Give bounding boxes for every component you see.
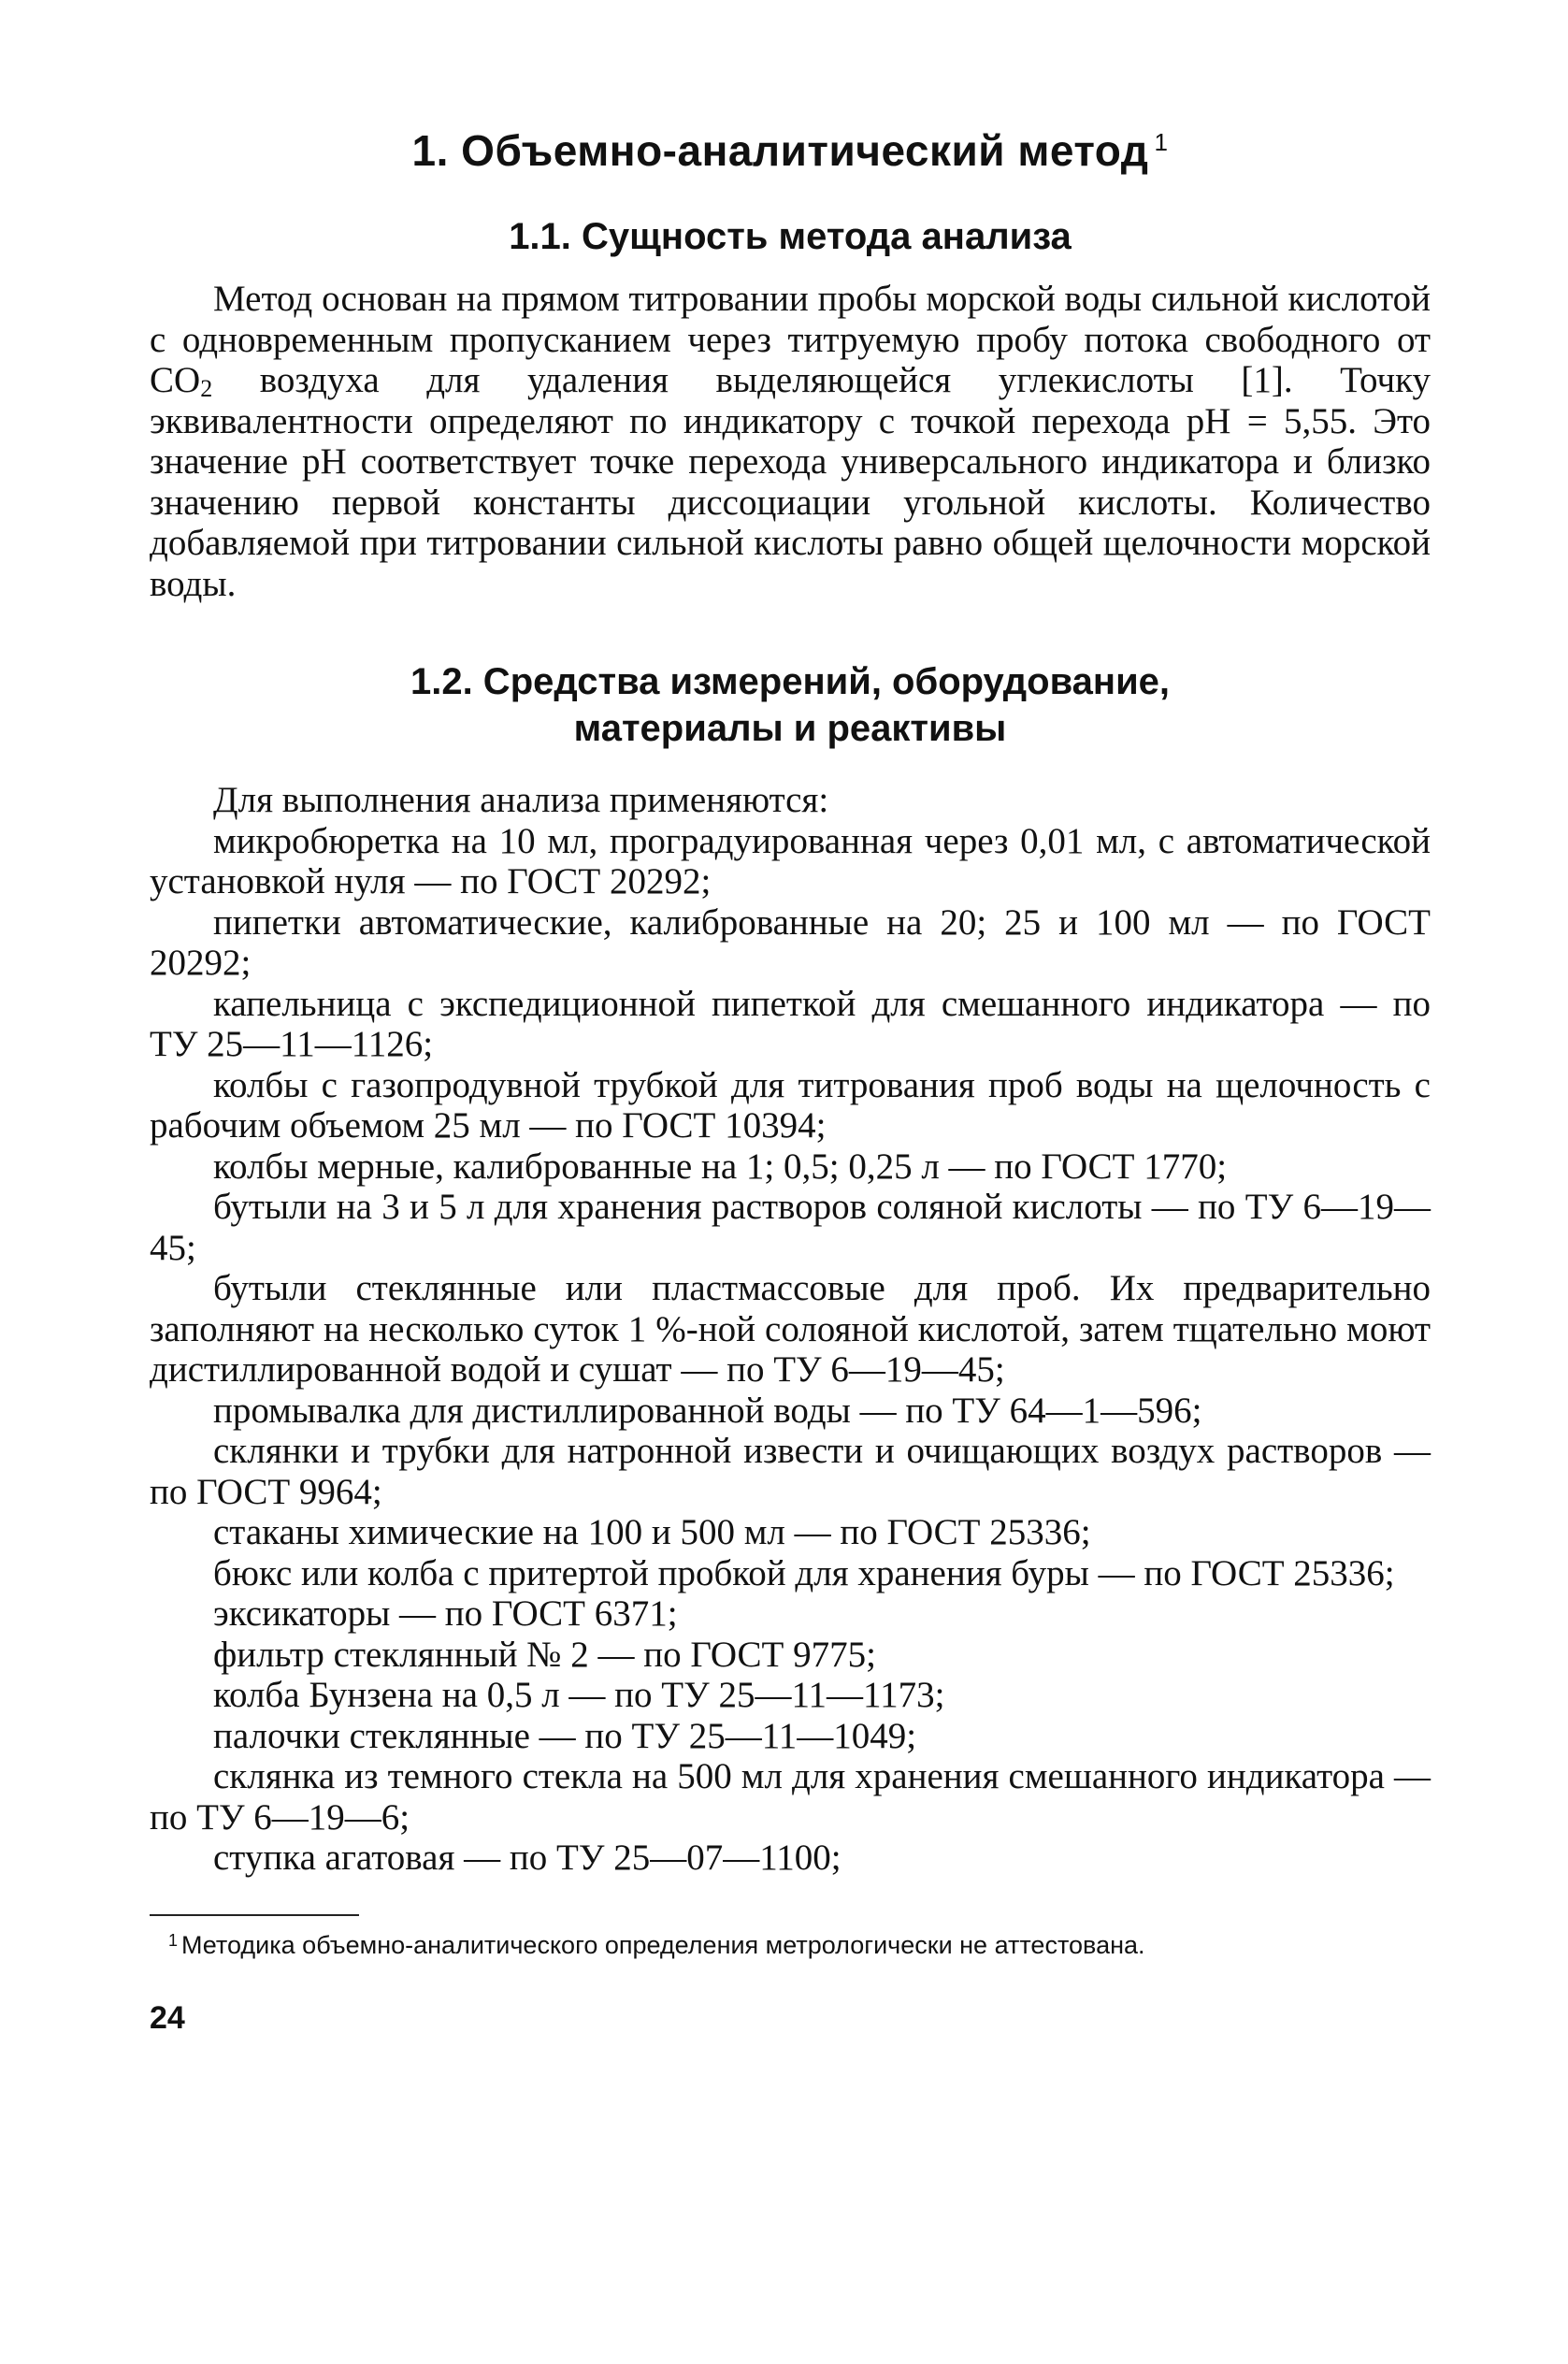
method-description-part-2: воздуха для удаления выделяющейся углекислоты [1]. Точку эквивалентности определяют по индикатору с точкой перехода pH = 5,55. Это значение pH соответствует точке перехода универсального индикатора и близко значению первой константы диссоциации угольной кислоты. Количество добавляемой при титровании сильной кислоты равно общей щелочности морской воды. — [150, 360, 1431, 604]
equipment-item-microburette: микробюретка на 10 мл, проградуированная через 0,01 мл, с автоматической установкой нуля — по ГОСТ 20292; — [150, 820, 1431, 901]
footnote-text: Методика объемно-аналитического определения метрологически не аттестована. — [181, 1930, 1145, 1959]
section-1-2-heading — [150, 658, 1431, 752]
co2-subscript: 2 — [200, 375, 213, 402]
footnote-mark: 1 — [168, 1930, 179, 1950]
equipment-item-glass-filter: фильтр стеклянный № 2 — по ГОСТ 9775; — [213, 1634, 876, 1675]
equipment-item-acid-bottles: бутыли на 3 и 5 л для хранения растворов соляной кислоты — по ТУ 6—19—45; — [150, 1187, 1431, 1268]
section-1-heading — [150, 125, 1431, 176]
document-page — [150, 112, 1431, 2037]
footnote-reference-mark: 1 — [1154, 127, 1169, 156]
equipment-item-glass-rods: палочки стеклянные — по ТУ 25—11—1049; — [213, 1715, 917, 1756]
equipment-item-dark-glass-jar: склянка из темного стекла на 500 мл для хранения смешанного индикатора — по ТУ 6—19—6; — [150, 1756, 1431, 1838]
section-1-2-heading-line-1: 1.2. Средства измерений, оборудование, — [410, 661, 1171, 702]
equipment-item-desiccators: эксикаторы — по ГОСТ 6371; — [213, 1593, 678, 1634]
equipment-item-sample-bottles: бутыли стеклянные или пластмассовые для проб. Их предварительно заполняют на несколько суток 1 %-ной солояной кислотой, затем тщательно моют дистиллированной водой и сушат — по ТУ 6—19—45; — [150, 1268, 1431, 1390]
equipment-item-titration-flasks: колбы с газопродувной трубкой для титрования проб воды на щелочность с рабочим объемом 25 мл — по ГОСТ 10394; — [150, 1064, 1431, 1146]
equipment-item-bunsen-flask: колба Бунзена на 0,5 л — по ТУ 25—11—1173; — [213, 1675, 945, 1715]
section-1-1-heading: 1.1. Сущность метода анализа — [509, 216, 1072, 257]
equipment-intro: Для выполнения анализа применяются: — [213, 780, 829, 820]
section-1-2-heading-line-2: материалы и реактивы — [573, 708, 1007, 749]
footnote — [150, 1927, 1431, 1963]
equipment-item-dropper: капельница с экспедиционной пипеткой для смешанного индикатора — по ТУ 25—11—1126; — [150, 983, 1431, 1064]
equipment-item-volumetric-flasks: колбы мерные, калиброванные на 1; 0,5; 0,25 л — по ГОСТ 1770; — [213, 1146, 1228, 1187]
equipment-item-agate-mortar: ступка агатовая — по ТУ 25—07—1100; — [213, 1838, 842, 1878]
equipment-item-wash-bottle: промывалка для дистиллированной воды — по ТУ 64—1—596; — [213, 1390, 1202, 1431]
footnote-separator — [150, 1914, 359, 1916]
equipment-item-pipettes: пипетки автоматические, калиброванные на 20; 25 и 100 мл — по ГОСТ 20292; — [150, 901, 1431, 983]
section-1-heading-text: 1. Объемно-аналитический метод — [411, 126, 1149, 175]
page-number: 24 — [150, 1999, 185, 2036]
equipment-list — [150, 821, 1431, 1879]
method-description-part-1: Метод основан на прямом титровании пробы морской воды сильной кислотой с одновременным пропусканием через титруемую пробу потока свободного от CO — [150, 279, 1431, 400]
equipment-item-soda-lime-jars: склянки и трубки для натронной извести и очищающих воздух растворов — по ГОСТ 9964; — [150, 1431, 1431, 1512]
method-description-paragraph — [150, 279, 1431, 604]
equipment-item-beakers: стаканы химические на 100 и 500 мл — по ГОСТ 25336; — [213, 1512, 1091, 1552]
equipment-item-weighing-bottle: бюкс или колба с притертой пробкой для хранения буры — по ГОСТ 25336; — [213, 1552, 1395, 1593]
